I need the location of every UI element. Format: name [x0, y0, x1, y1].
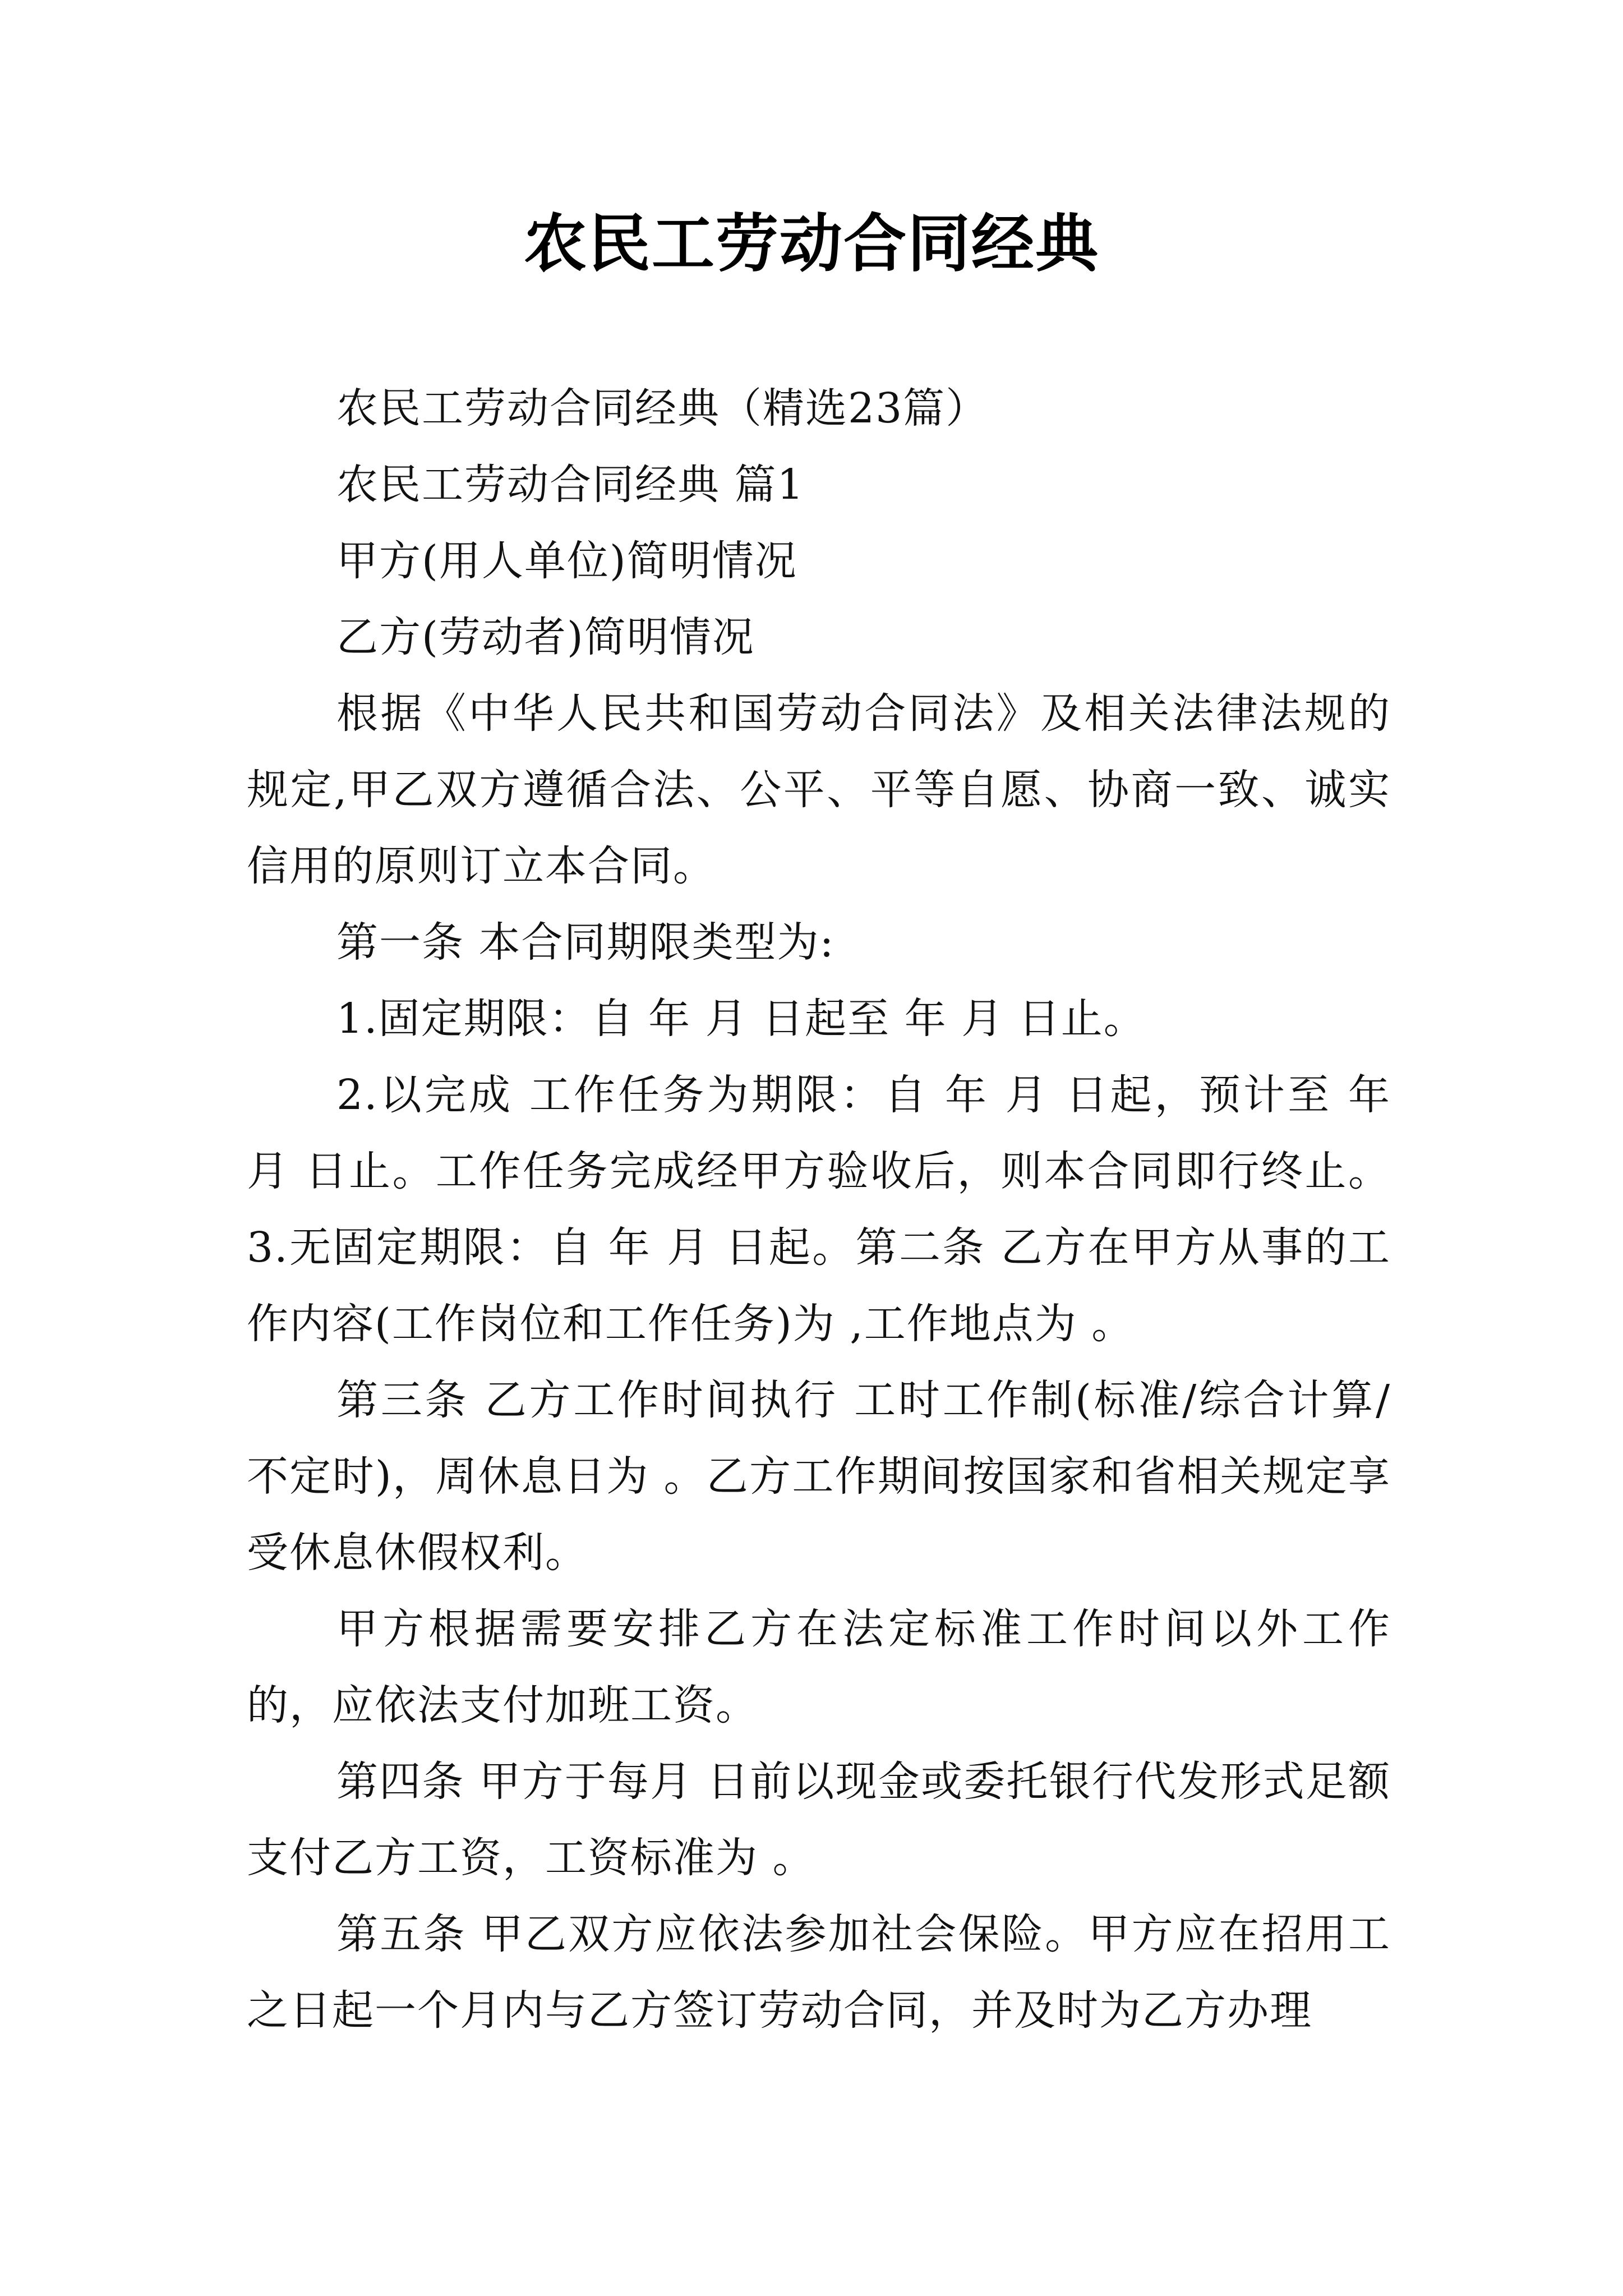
paragraph-article-3: 第三条 乙方工作时间执行 工时工作制(标准/综合计算/不定时)，周休息日为 。乙方工作期间按国家和省相关规定享受休息休假权利。 [247, 1376, 1391, 1577]
paragraph-overtime: 甲方根据需要安排乙方在法定标准工作时间以外工作的，应依法支付加班工资。 [247, 1605, 1391, 1729]
paragraph-article-4: 第四条 甲方于每月 日前以现金或委托银行代发形式足额支付乙方工资，工资标准为 。 [247, 1757, 1391, 1882]
paragraph-section-heading: 农民工劳动合同经典 篇1 [336, 461, 805, 509]
document-title: 农民工劳动合同经典 [524, 207, 1099, 280]
paragraph-party-a: 甲方(用人单位)简明情况 [336, 537, 797, 585]
paragraph-article-1: 第一条 本合同期限类型为: [336, 918, 835, 967]
paragraph-fixed-term: 1.固定期限：自 年 月 日起至 年 月 日止。 [336, 995, 1146, 1043]
paragraph-subtitle: 农民工劳动合同经典（精选23篇） [336, 384, 989, 432]
document-body [247, 370, 1391, 2049]
paragraph-task-term: 2.以完成 工作任务为期限：自 年 月 日起，预计至 年 月 日止。工作任务完成经甲方验收后，则本合同即行终止。 3.无固定期限：自 年 月 日起。第二条 乙方在甲方从事的工作内容(工作岗位和工作任务)为 ,工作地点为 。 [247, 1071, 1391, 1348]
paragraph-preamble: 根据《中华人民共和国劳动合同法》及相关法律法规的规定,甲乙双方遵循合法、公平、平等自愿、协商一致、诚实信用的原则订立本合同。 [247, 689, 1391, 890]
paragraph-party-b: 乙方(劳动者)简明情况 [336, 613, 755, 661]
paragraph-article-5: 第五条 甲乙双方应依法参加社会保险。甲方应在招用工之日起一个月内与乙方签订劳动合同，并及时为乙方办理 [247, 1910, 1391, 2035]
